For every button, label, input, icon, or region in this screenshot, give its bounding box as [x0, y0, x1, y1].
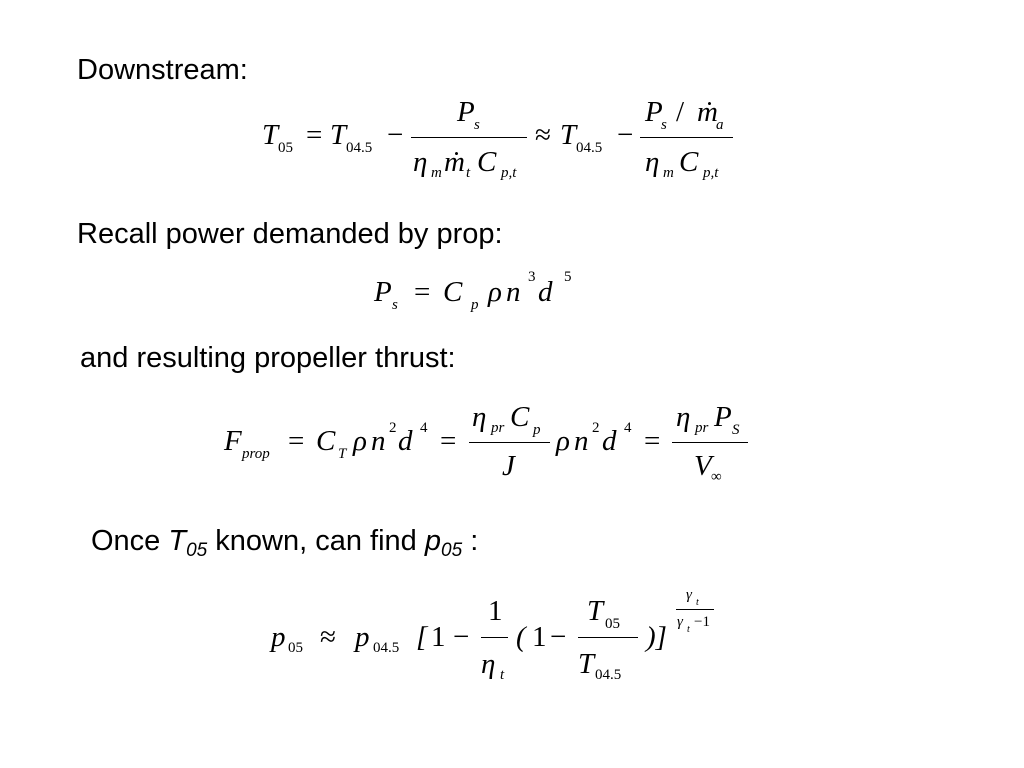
eq3-den-J: J: [502, 450, 515, 482]
eq4-den-eta: η: [481, 648, 496, 680]
eq3-equals-1: =: [288, 425, 305, 457]
eq1-num2-s: s: [661, 117, 667, 133]
eq4-lparen: (: [516, 621, 526, 653]
eq2-p: p: [471, 297, 479, 313]
eq2-exp3: 3: [528, 269, 536, 285]
eq1-den-pt: p,t: [501, 165, 517, 181]
eq1-num2-a: a: [716, 117, 724, 133]
eq4-exponent-bar: [676, 609, 714, 610]
eq3-rho: ρ: [353, 425, 367, 457]
eq4-approx: ≈: [320, 621, 336, 653]
eq4-sub045: 04.5: [373, 640, 400, 656]
eq3-d: d: [398, 425, 413, 457]
eq4-p: p: [271, 621, 286, 653]
eq2-n: n: [506, 276, 521, 308]
eq4-num-sub05: 05: [605, 616, 620, 632]
eq1-den-m: m: [431, 165, 442, 181]
eq4-exp-den-t: t: [687, 624, 690, 635]
eq4-fraction-bar-1: [481, 637, 508, 638]
eq3-equals-3: =: [644, 425, 661, 457]
eq3-n: n: [371, 425, 386, 457]
eq4-minus-2: −: [550, 621, 567, 653]
heading-recall-power: Recall power demanded by prop:: [77, 218, 503, 250]
eq1-T3: T: [560, 119, 577, 151]
eq4-num-one: 1: [488, 595, 503, 627]
eq1-T: T: [262, 119, 279, 151]
eq4-den-t: t: [500, 667, 505, 683]
eq1-num2-P: P: [645, 96, 663, 128]
eq3-num-p: p: [533, 422, 541, 438]
eq3-exp4b: 4: [624, 420, 632, 436]
eq1-num-P: P: [457, 96, 475, 128]
once-suffix: :: [462, 525, 479, 557]
eq3-exp2: 2: [389, 420, 397, 436]
eq3-num2-eta: η: [676, 401, 691, 433]
eq1-T2: T: [330, 119, 347, 151]
eq1-den2-pt: p,t: [703, 165, 719, 181]
heading-downstream: Downstream:: [77, 54, 248, 86]
eq2-rho: ρ: [488, 276, 502, 308]
eq1-num2-slash: /: [676, 96, 685, 128]
eq3-F: F: [224, 425, 242, 457]
eq1-den-eta: η: [413, 146, 428, 178]
eq4-lbracket: [: [416, 621, 428, 653]
eq1-den2-C: C: [679, 146, 699, 178]
eq3-num-C: C: [510, 401, 530, 433]
eq3-d2: d: [602, 425, 617, 457]
eq2-equals: =: [414, 276, 431, 308]
eq4-sub05: 05: [288, 640, 303, 656]
eq1-den-t: t: [466, 165, 471, 181]
eq3-num-eta: η: [472, 401, 487, 433]
eq3-num-pr: pr: [491, 420, 505, 436]
eq4-exp-num-gamma: γ: [686, 587, 692, 603]
eq2-C: C: [443, 276, 463, 308]
eq3-exp4: 4: [420, 420, 428, 436]
eq3-num2-pr: pr: [695, 420, 709, 436]
eq3-num2-S: S: [732, 422, 740, 438]
eq2-P: P: [374, 276, 392, 308]
eq3-exp2b: 2: [592, 420, 600, 436]
eq3-den2-inf: ∞: [711, 469, 722, 485]
eq4-fraction-bar-2: [578, 637, 638, 638]
heading-propeller-thrust: and resulting propeller thrust:: [80, 342, 456, 374]
eq3-rho2: ρ: [556, 425, 570, 457]
once-mid: known, can find: [207, 525, 425, 557]
eq4-one-2: 1: [532, 621, 547, 653]
once-prefix: Once: [91, 525, 169, 557]
eq4-minus: −: [453, 621, 470, 653]
eq1-equals: =: [306, 119, 323, 151]
eq1-num-s: s: [474, 117, 480, 133]
eq4-den-sub045: 04.5: [595, 667, 622, 683]
eq1-approx: ≈: [535, 119, 551, 151]
eq1-num2-mdot: ṁ: [697, 96, 718, 128]
once-p: p: [424, 525, 442, 557]
eq4-rparen-bracket: )]: [646, 621, 667, 653]
eq4-p2: p: [355, 621, 370, 653]
once-p-sub: 05: [441, 540, 463, 561]
eq1-minus-2: −: [617, 119, 634, 151]
eq1-sub045-2: 04.5: [576, 140, 603, 156]
eq1-den2-eta: η: [645, 146, 660, 178]
eq3-equals-2: =: [440, 425, 457, 457]
eq3-C: C: [316, 425, 336, 457]
eq3-num2-P: P: [714, 401, 732, 433]
eq4-one: 1: [431, 621, 446, 653]
eq3-T: T: [338, 446, 347, 462]
eq4-den-T: T: [578, 648, 595, 680]
eq1-minus: −: [387, 119, 404, 151]
eq1-sub05: 05: [278, 140, 293, 156]
eq4-num-T: T: [587, 595, 604, 627]
eq3-den2-V: V: [694, 450, 712, 482]
eq1-den-mdot: ṁ: [444, 146, 465, 178]
eq3-n2: n: [574, 425, 589, 457]
eq2-d: d: [538, 276, 553, 308]
once-T-sub: 05: [186, 540, 208, 561]
eq1-sub045: 04.5: [346, 140, 373, 156]
eq1-den2-m: m: [663, 165, 674, 181]
eq2-exp5: 5: [564, 269, 572, 285]
once-T: T: [168, 525, 187, 557]
eq4-exp-num-t: t: [696, 597, 699, 608]
eq2-s: s: [392, 297, 398, 313]
eq3-prop: prop: [242, 446, 270, 462]
eq4-exp-den-gamma: γ: [677, 614, 683, 630]
eq4-exp-den-minus-one: −1: [694, 614, 710, 630]
eq1-den-C: C: [477, 146, 497, 178]
